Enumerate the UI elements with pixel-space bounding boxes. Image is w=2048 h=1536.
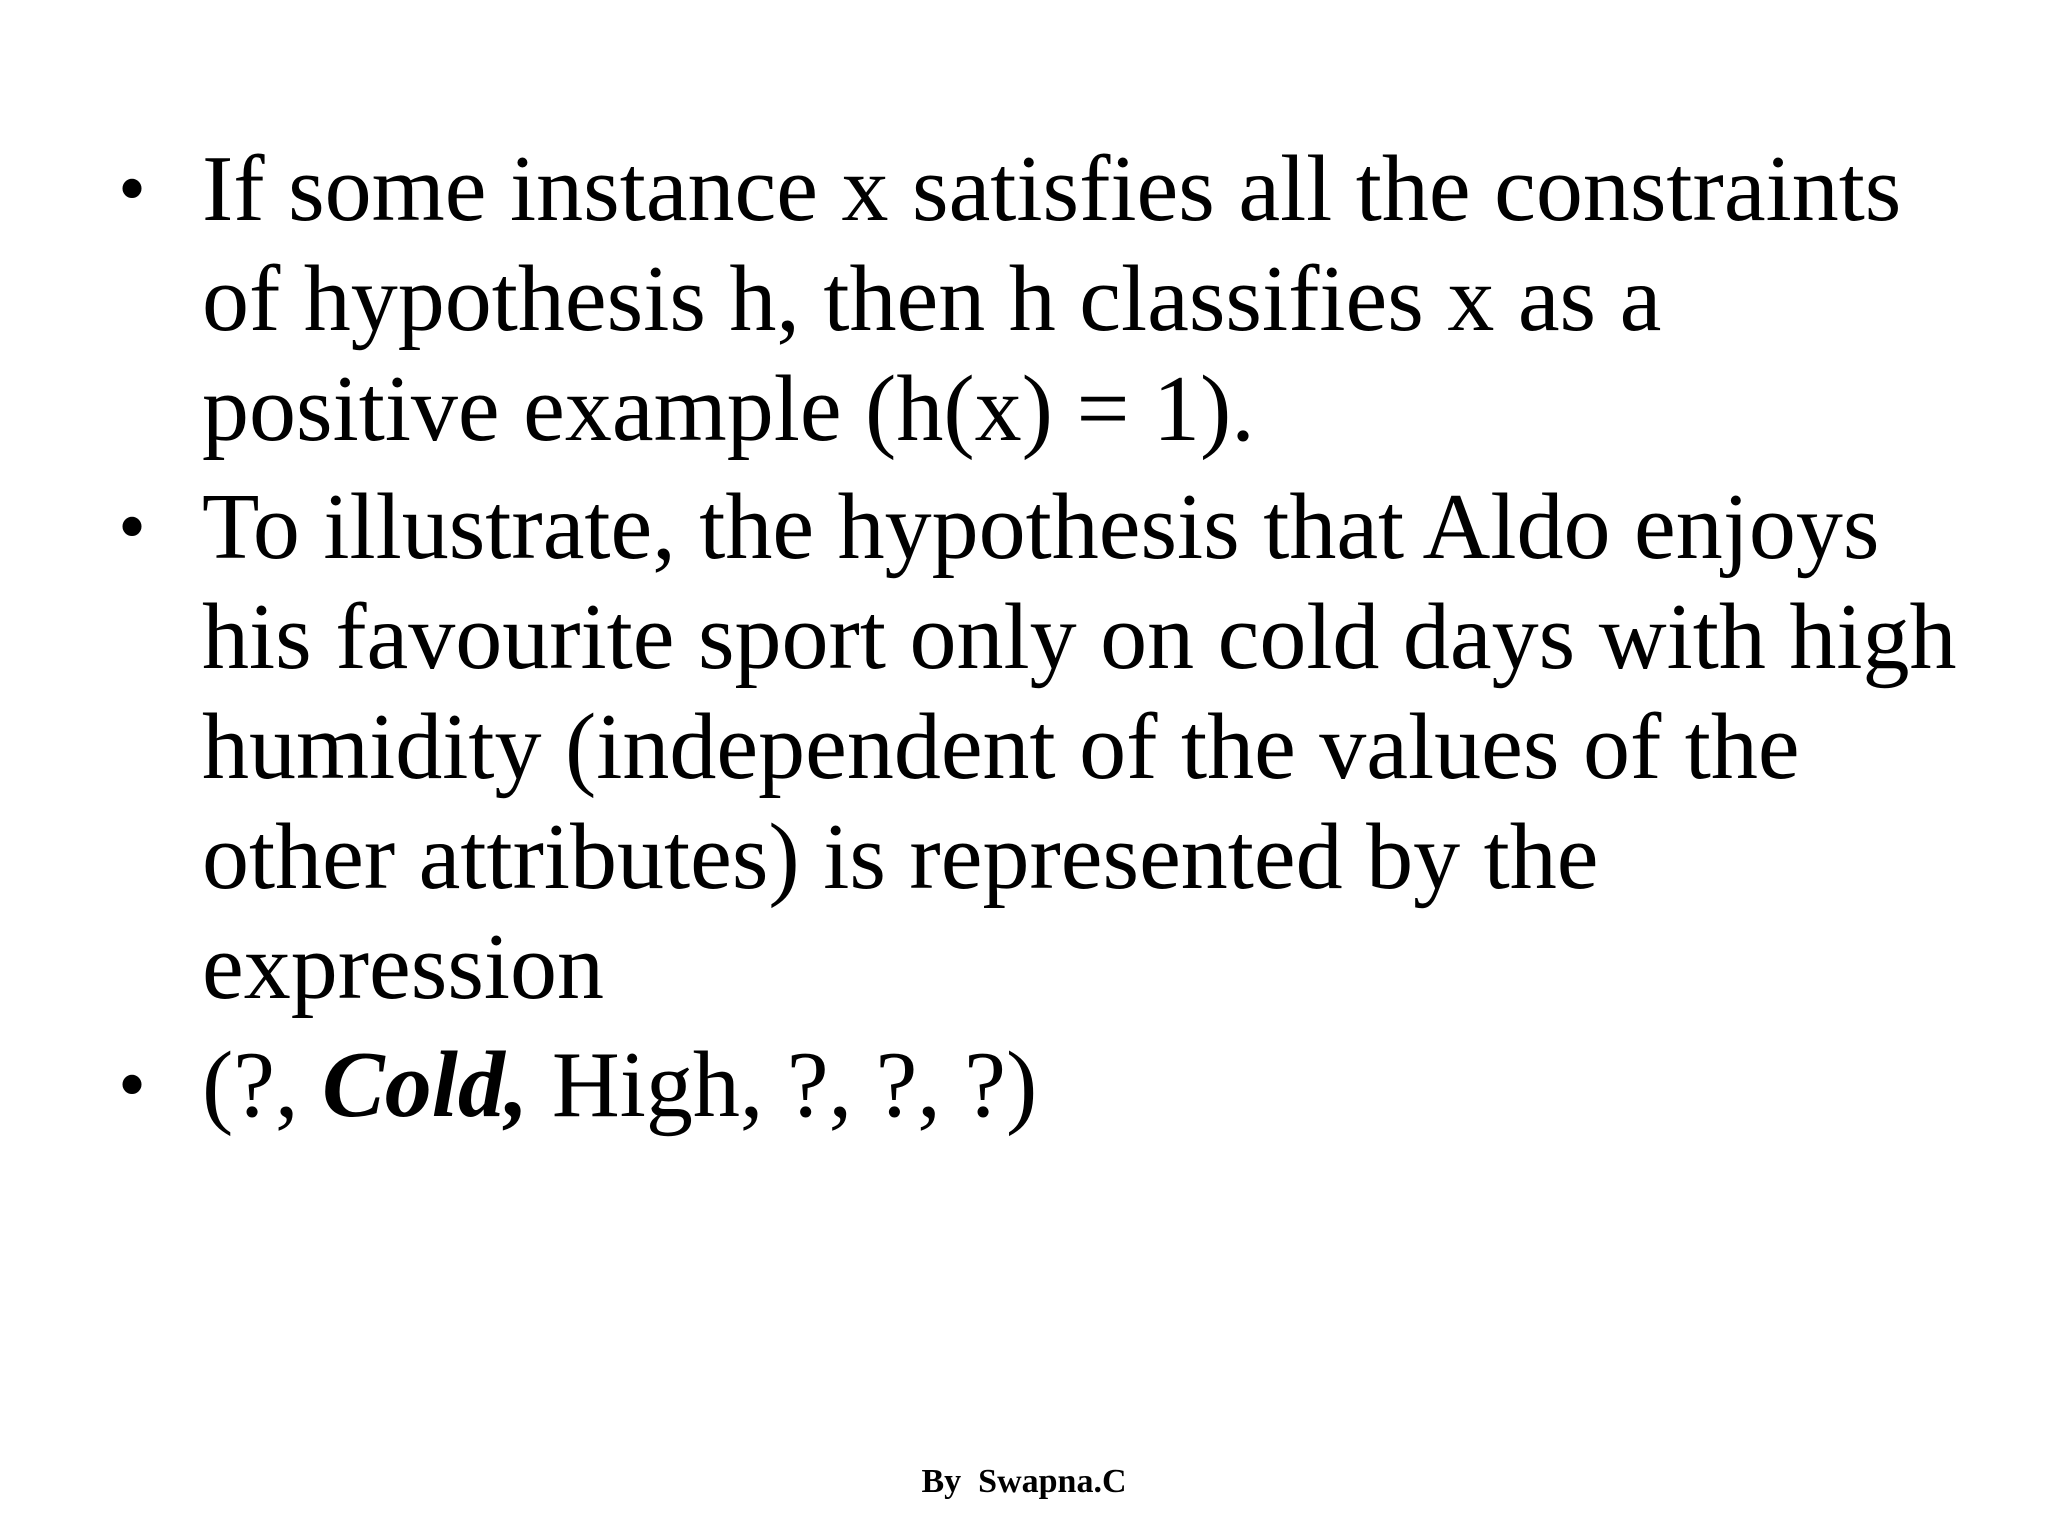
bullet-line: his favourite sport only on cold days with high — [202, 585, 1957, 689]
bullet-line: humidity (independent of the values of the — [202, 695, 1800, 799]
bullet-line: of hypothesis h, then h classifies x as a — [202, 247, 1662, 351]
bullet-line: If some instance x satisfies all the constraints — [202, 137, 1902, 241]
bullet-line: positive example (h(x) = 1). — [202, 357, 1255, 461]
expression-emphasis: Cold, — [322, 1033, 529, 1137]
bullet-item-illustration — [118, 472, 1978, 1022]
bullet-line: expression — [202, 915, 605, 1019]
expression-prefix: (?, — [202, 1033, 323, 1137]
bullet-item-constraints — [118, 134, 1978, 464]
bullet-dot-icon: • — [118, 483, 147, 571]
bullet-item-expression — [118, 1030, 1978, 1140]
bullet-dot-icon: • — [118, 145, 147, 233]
expression-suffix: High, ?, ?, ?) — [528, 1033, 1038, 1137]
bullet-list — [118, 134, 1978, 1148]
bullet-dot-icon: • — [118, 1041, 147, 1129]
hypothesis-expression — [202, 1030, 1978, 1140]
author-footer: By Swapna.C — [921, 1463, 1127, 1500]
bullet-line: To illustrate, the hypothesis that Aldo enjoys — [202, 475, 1880, 579]
bullet-line: other attributes) is represented by the — [202, 805, 1599, 909]
